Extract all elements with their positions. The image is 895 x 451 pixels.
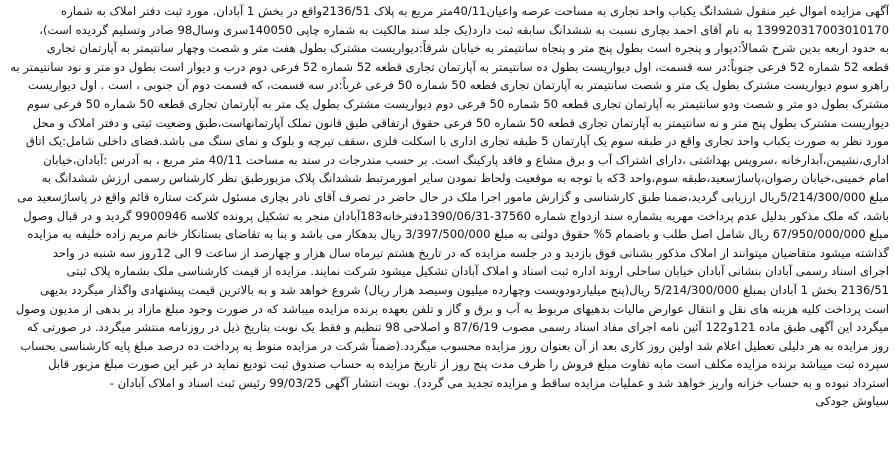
notice-line: سپرده ثبت میباشد برنده مزایده مکلف است مابه تفاوت مبلغ فروش را ظرف مدت پنج روز از تاریخ مزایده به حساب صندوق ثبت تودیع نماید در غیر این صورت مبلغ مزبور قابل bbox=[48, 357, 889, 372]
notice-line: راهرو سوم دیواریست مشترک بطول یک متر و شصت سانتیمتر به آپارتمان تجاری قطعه 50 شماره 50 فرعی غرباً:در سه قسمت، که قسمت دوم آن جنوبی ، است . اول دیواریست bbox=[27, 78, 889, 93]
notice-line: 2136/51 بخش 1 آبادان بمبلغ 5/214/300/000 ریال(پنج میلیاردودویست وچهارده میلیون وسیصد هزار ریال) شروع خواهد شد و به بالاترین قیمت پیشنهادی واگذار میگردد بدیهی bbox=[40, 282, 889, 297]
notice-line: مشترک بطول دو متر و شصت ودو سانتیمتر به آپارتمان تجاری قطعه 50 شماره 50 فرعی دوم دیواریست مشترک بطول یک متر به آپارتمان تجاری قطعه 50 شماره 50 فرعی سوم bbox=[26, 96, 889, 111]
notice-line: اداری،نشیمن،آبدارخانه ،سرویس بهداشتی ،دارای اشتراک آب و برق مشاع و فاقد پارکینگ است. بر حسب مندرجات در سند به مساحت 40/11 متر مربع ، به آدرس :آبادان،خیابان bbox=[43, 152, 889, 167]
notice-line: باشد، که ملک مذکور بدلیل عدم پرداخت مهریه بشماره سند ازدواج شماره 37560-1390/06/31دفترخانه183آبادان منجر به تشکیل پرونده کلاسه 9900946 گردید و در قبال وصول bbox=[23, 208, 889, 223]
notice-line: مبلغ 67/950/000/000 ریال شامل اصل طلب و باضمام 5% حقوق دولتی به مبلغ 3/397/500/000 ریال بدهکار می باشد و بنا به تقاضای بستانکار خانم مریم زاده خلیفه به مزایده bbox=[27, 227, 889, 242]
notice-line: گذاشته میشود متقاضیان میتوانند از املاک مذکور بشنانی فوق بازدید و در جلسه مزایده که در تاریخ هشتم تیرماه سال هزار و چهارصد از ساعت 9 الی 12روز سه شنبه در واحد bbox=[52, 245, 889, 260]
notice-line: است پرداخت کلیه هزینه های نقل و انتقال عوارض مالیات بدهیهای مربوط به آب و برق و گاز و تلفن بعهده برنده مزایده میباشد که در صورت وجود مبلغ مازاد بر بدهی از مدیون وصول bbox=[15, 301, 889, 316]
notice-line: میگردد این آگهی طبق ماده 121و122 آئین نامه اجرای مفاد اسناد رسمی مصوب 87/6/19 و اصلاحی 98 تنظیم و فقط یک نوبت بتاریخ ذیل در روزنامه منتشر میگردد. در صورتی که bbox=[26, 320, 889, 335]
notice-line: دیواریست مشترک بطول پنج متر و نه سانتیمتر به آپارتمان تجاری قطعه 50 شماره 50 فرعی حقوق ارتفاقی طبق قانون تملک آپارتمانهاست،طبق وضعیت ثبتی و دفتر املاک و محل bbox=[32, 115, 889, 130]
notice-line: مورد نظر به صورت یکباب واحد تجاری واقع در طبقه سوم یک آپارتمان 5 طبقه تجاری اداری با اسکلت فلزی ،سقف تیرچه و بلوک و نمای سنگ می باشد.فضای داخلی شامل:یک اتاق bbox=[25, 134, 889, 149]
notice-line: استرداد نبوده و به حساب خزانه واریز خواهد شد و عملیات مزایده ساقط و مزایده تجدید می گردد). نوبت انتشار آگهی 99/03/25 رئیس ثبت اسناد و املاک آبادان - bbox=[109, 375, 889, 390]
notice-line: مبلغ 5/214/300/000ریال ارزیابی گردید،ضمنا طبق کارشناسی و گزارش مامور اجرا ملک در حال حاضر در تصرف آقای نادر بچاری مسئول شرکت ستاره قائم واقع در پاساژسعید می bbox=[17, 189, 889, 204]
notice-line: آگهی مزایده اموال غیر منقول ششدانگ یکباب واحد تجاری به مساحت عرصه واعیان40/11متر مربع به پلاک 2136/51واقع در بخش 1 آبادان. مورد ثبت دفتر املاک به شماره bbox=[61, 4, 889, 18]
notice-line: قطعه 52 شماره 52 فرعی جنوباً:در سه قسمت، اول دیواریست بطول ده سانتیمتر به آپارتمان تجاری قطعه 52 شماره 52 فرعی دوم درب و دیوار است بطول دو متر و نود سانتیمتر به bbox=[10, 59, 889, 74]
notice-line: 139920317003010170 به نام آقای احمد بچاری نسبت به ششدانگ سابقه ثبت دارد(یک جلد سند مالکیت به شماره چاپی 140050سری وسال98 صادر وتسلیم گردیده است)، bbox=[39, 22, 889, 37]
notice-line: روز مزایده به هر دلیلی تعطیل اعلام شد اولین روز کاری بعد از آن بعنوان روز مزایده محسوب میگردد.(ضمناً شرکت در مزایده منوط به پرداخت ده درصد مبلغ پایه کارشناسی بحساب bbox=[20, 338, 889, 353]
notice-line: اجرای اسناد رسمی آبادان بنشانی آبادان خیابان ساحلی اروند اداره ثبت اسناد و املاک آبادان تشکیل میشود شرکت نمایند. مزایده از قیمت کارشناسی ملک بشماره پلاک ثبتی bbox=[66, 264, 889, 279]
notice-line: امام خمینی،خیابان رضوان،پاساژسعید،طبقه سوم،واحد 3که با توجه به موقعیت ولحاظ نمودن سایر امورمرتبط ششدانگ پلاک مزبورطبق نظر کارشناس رسمی ارزش ششدانگ به bbox=[41, 171, 889, 186]
notice-line: به حدود اربعه بدین شرح شمالاً:دیوار و پنجره است بطول پنج متر و پنجاه سانتیمتر به خیابان شرقاً:دیواریست مشترک بطول هفت متر و شصت وچهار سانتیمتر به آپارتمان تجاری bbox=[46, 41, 889, 56]
notice-signature: سیاوش جودکی bbox=[815, 394, 889, 409]
